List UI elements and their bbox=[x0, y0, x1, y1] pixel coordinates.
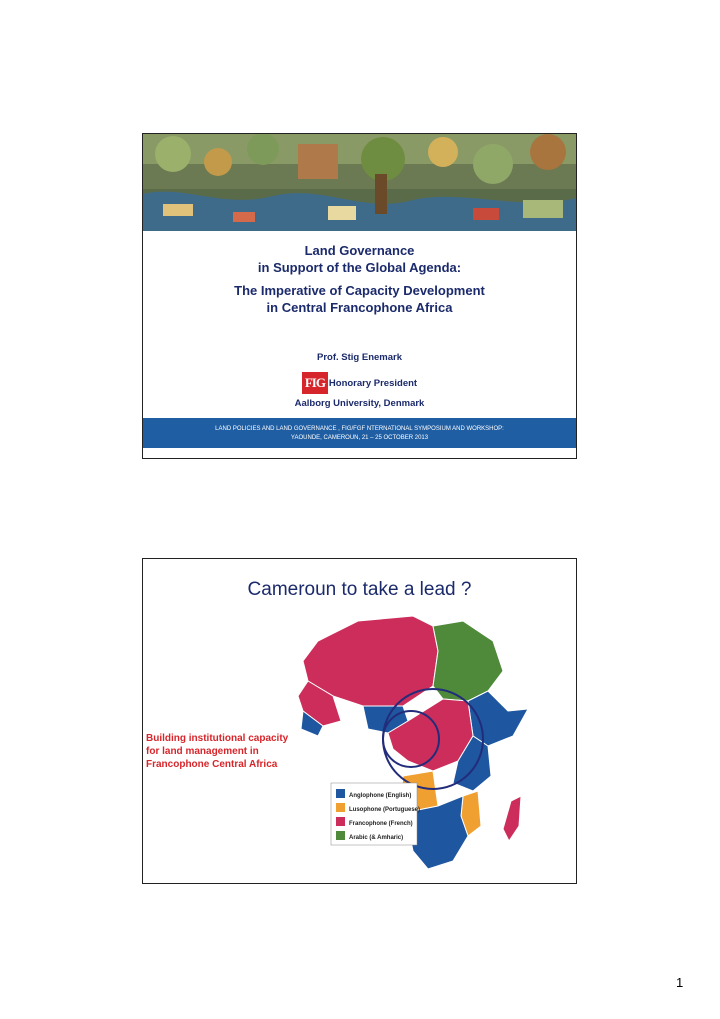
fig-logo: FIG bbox=[302, 372, 328, 394]
map-slide bbox=[142, 558, 577, 884]
legend-anglophone: Anglophone (English) bbox=[349, 793, 412, 799]
page-number: 1 bbox=[676, 975, 684, 990]
legend-arabic: Arabic (& Amharic) bbox=[349, 835, 404, 841]
callout-text bbox=[146, 732, 326, 771]
footer-line-1: LAND POLICIES AND LAND GOVERNANCE , FIG/FGF NTERNATIONAL SYMPOSIUM AND WORKSHOP: bbox=[215, 426, 504, 432]
title-line-2: in Support of the Global Agenda: bbox=[257, 260, 462, 275]
title-line-1: Land Governance bbox=[304, 243, 415, 258]
legend-francophone: Francophone (French) bbox=[349, 821, 413, 827]
slide-title: Cameroun to take a lead ? bbox=[247, 579, 472, 600]
legend-lusophone: Lusophone (Portuguese) bbox=[349, 807, 420, 813]
title-slide bbox=[142, 133, 577, 459]
painted-banner-image bbox=[143, 134, 576, 231]
author-name: Prof. Stig Enemark bbox=[317, 352, 402, 363]
title-block bbox=[143, 242, 576, 316]
callout-line-3: Francophone Central Africa bbox=[146, 759, 278, 770]
event-footer bbox=[143, 418, 576, 448]
subtitle-line-2: in Central Francophone Africa bbox=[266, 300, 453, 315]
callout-line-1: Building institutional capacity bbox=[146, 733, 289, 744]
university-text: Aalborg University, Denmark bbox=[294, 398, 425, 409]
role-text: Honorary President bbox=[328, 377, 418, 389]
subtitle-line-1: The Imperative of Capacity Development bbox=[234, 283, 485, 298]
callout-line-2: for land management in bbox=[146, 746, 259, 757]
fig-affiliation bbox=[143, 372, 576, 394]
footer-line-2: YAOUNDE, CAMEROUN, 21 – 25 OCTOBER 2013 bbox=[290, 435, 429, 441]
